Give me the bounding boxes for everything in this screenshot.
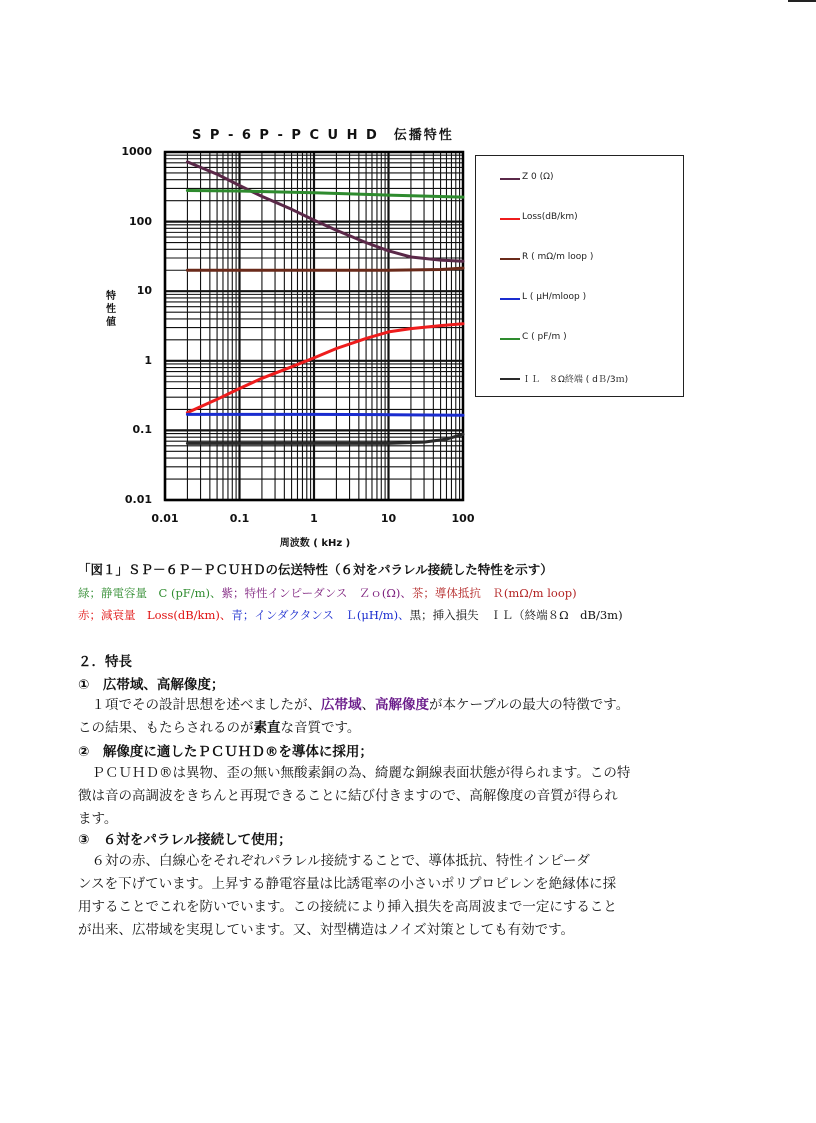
x-tick-label: 10	[380, 512, 397, 525]
x-tick-label: 1	[310, 512, 318, 525]
y-tick-label: 0.01	[124, 493, 152, 506]
y-tick-label: 0.1	[132, 423, 152, 437]
y-tick-label: 1000	[121, 145, 152, 158]
paragraph-text: 高解像度	[375, 697, 429, 713]
legend-swatch	[500, 378, 520, 380]
y-axis-label: 特性値	[106, 291, 116, 328]
legend-text-segment: 緑；静電容量 C (pF/m)、	[78, 586, 222, 600]
legend-swatch	[500, 258, 520, 260]
legend-label: R ( mΩ/m loop )	[522, 252, 594, 262]
paragraph-text: １項でその設計思想を述べましたが、	[78, 697, 321, 713]
caption-legend-line-1	[78, 585, 778, 601]
legend-swatch	[500, 218, 520, 220]
chart-title: S P - 6 P - P C U H D 伝播特性	[192, 128, 454, 143]
x-tick-label: 0.1	[229, 512, 250, 525]
paragraph-text: ます。	[78, 811, 118, 827]
x-tick-label: 0.01	[151, 512, 179, 525]
paragraph-text: ６対の赤、白線心をそれぞれパラレル接続することで、導体抵抗、特性インピーダ	[78, 853, 590, 869]
paragraph-text: 徴は音の高調波をきちんと再現できることに結び付きますので、高解像度の音質が得られ	[78, 788, 618, 804]
paragraph-text: 用することでこれを防いでいます。この接続により挿入損失を高周波まで一定にすること	[78, 899, 617, 915]
legend-text-segment: 茶；導体抵抗 Ｒ(mΩ/m loop)	[411, 586, 577, 600]
feature-2-heading: ② 解像度に適したＰＣＵＨＤ®を導体に採用；	[78, 744, 373, 760]
x-tick-label: 100	[451, 512, 475, 525]
legend-text-segment: 紫；特性インピーダンス Ｚｏ(Ω)、	[221, 586, 412, 600]
feature-1-paragraph	[78, 694, 758, 740]
figure-caption: 「図１」ＳＰ－６Ｐ－ＰＣＵＨＤの伝送特性（６対をパラレル接続した特性を示す）	[78, 562, 553, 577]
legend-label: C ( pF/m )	[522, 332, 567, 342]
legend-swatch	[500, 298, 520, 300]
y-tick-label: 100	[129, 214, 152, 228]
legend-label: Z 0 (Ω)	[522, 172, 554, 182]
legend-label: ＩＬ ８Ω終端 ( dＢ/3ｍ)	[522, 375, 629, 385]
paragraph-text: な音質です。	[280, 720, 361, 736]
paragraph-text: が出来、広帯域を実現しています。又、対型構造はノイズ対策としても有効です。	[78, 922, 574, 938]
feature-1-heading: ① 広帯域、高解像度；	[78, 677, 225, 693]
y-tick-label: 10	[136, 284, 152, 298]
chart-legend	[475, 155, 684, 397]
legend-text-segment: 赤；減衰量 Loss(dB/km)、	[78, 608, 232, 622]
chart-plot	[0, 0, 816, 560]
legend-swatch	[500, 178, 520, 180]
paragraph-text: 素直	[253, 720, 281, 736]
paragraph-text: この結果、もたらされるのが	[78, 720, 254, 736]
x-axis-label: 周波数 ( kHz )	[279, 538, 351, 549]
legend-text-segment: 青；インダクタンス Ｌ(μH/m)、	[231, 608, 410, 622]
legend-label: Loss(dB/km)	[522, 212, 578, 222]
feature-2-paragraph	[78, 762, 758, 831]
legend-text-segment: 黒；挿入損失 ＩＬ（終端８Ω dB/3m)	[409, 608, 623, 622]
section-title: ２．特長	[78, 654, 132, 670]
series-line-3	[187, 414, 463, 415]
paragraph-text: が本ケーブルの最大の特徴です。	[429, 697, 630, 713]
paragraph-text: 広帯域	[321, 697, 362, 713]
legend-swatch	[500, 338, 520, 340]
paragraph-text: ＰＣＵＨＤ®は異物、歪の無い無酸素銅の為、綺麗な銅線表面状態が得られます。この特	[78, 765, 631, 781]
y-tick-label: 1	[144, 353, 152, 367]
legend-label: L ( μH/mloop )	[522, 292, 587, 302]
feature-3-paragraph	[78, 850, 758, 942]
feature-3-heading: ③ ６対をパラレル接続して使用；	[78, 832, 292, 848]
caption-legend-line-2	[78, 607, 778, 623]
paragraph-text: ンスを下げています。上昇する静電容量は比誘電率の小さいポリプロピレンを絶縁体に採	[78, 876, 617, 892]
paragraph-text: 、	[361, 697, 375, 713]
